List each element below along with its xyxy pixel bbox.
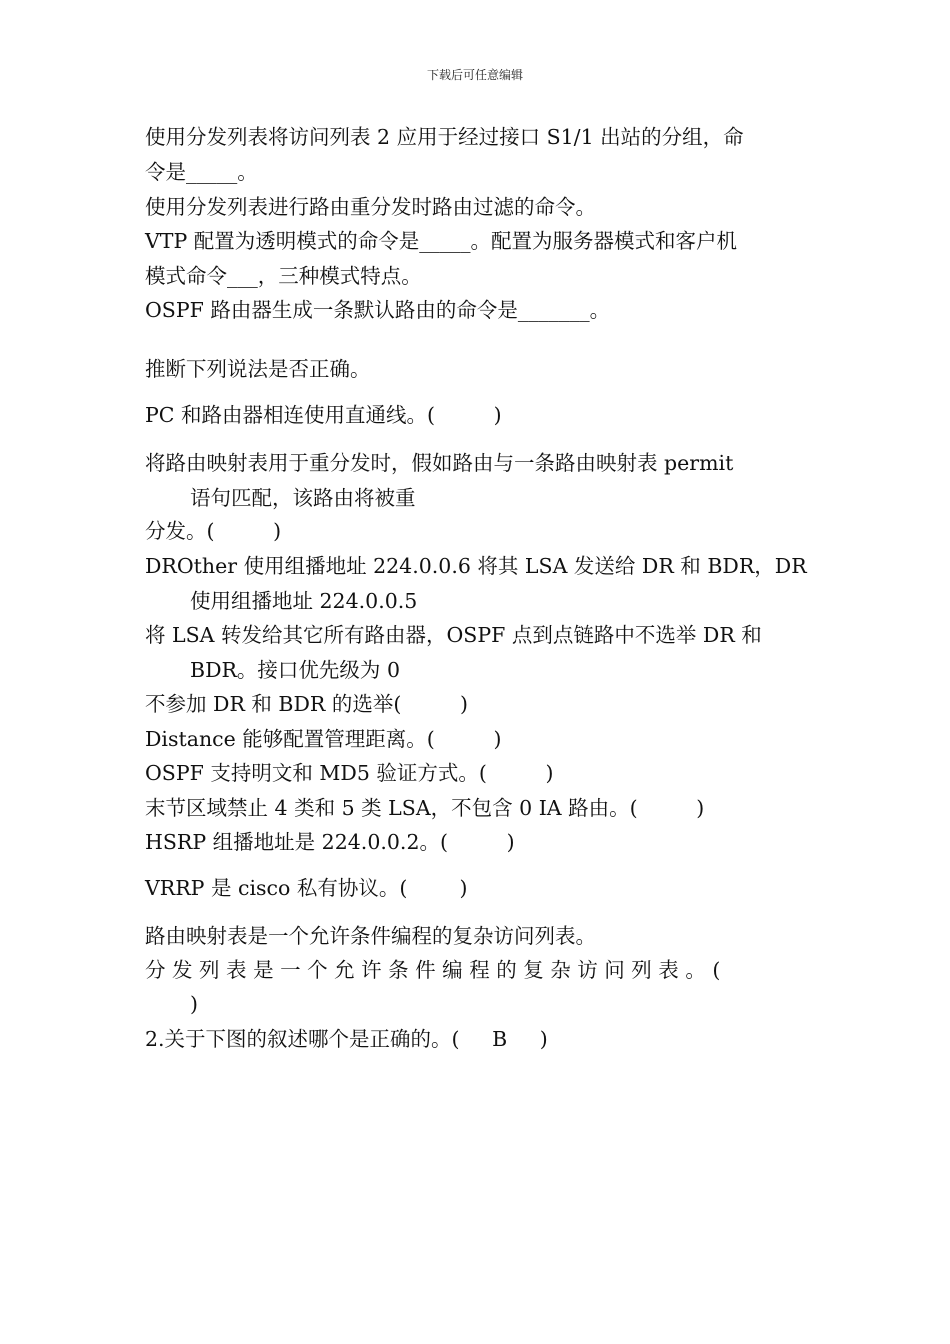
text-line: ) bbox=[190, 992, 198, 1016]
text-line: OSPF 支持明文和 MD5 验证方式。( ) bbox=[145, 761, 554, 785]
text-line: VRRP 是 cisco 私有协议。( ) bbox=[145, 876, 468, 900]
text-line: 末节区域禁止 4 类和 5 类 LSA，不包含 0 IA 路由。( ) bbox=[145, 796, 705, 820]
text-line: 令是_____。 bbox=[145, 160, 258, 184]
text-line: 使用组播地址 224.0.0.5 bbox=[190, 589, 418, 613]
page-header: 下载后可任意编辑 bbox=[426, 68, 523, 82]
text-line: VTP 配置为透明模式的命令是_____。配置为服务器模式和客户机 bbox=[145, 229, 738, 253]
text-line: HSRP 组播地址是 224.0.0.2。( ) bbox=[145, 830, 515, 854]
text-line: 使用分发列表进行路由重分发时路由过滤的命令。 bbox=[145, 195, 596, 219]
text-line: 将路由映射表用于重分发时，假如路由与一条路由映射表 permit bbox=[145, 451, 734, 475]
text-line: PC 和路由器相连使用直通线。( ) bbox=[145, 403, 502, 427]
text-line: 模式命令___，三种模式特点。 bbox=[145, 264, 422, 288]
text-line: 将 LSA 转发给其它所有路由器，OSPF 点到点链路中不选举 DR 和 bbox=[145, 623, 762, 647]
text-line: 路由映射表是一个允许条件编程的复杂访问列表。 bbox=[145, 924, 596, 948]
text-line: DROther 使用组播地址 224.0.0.6 将其 LSA 发送给 DR 和 BDR，DR bbox=[145, 554, 807, 578]
text-line: BDR。接口优先级为 0 bbox=[190, 658, 400, 682]
text-line: Distance 能够配置管理距离。( ) bbox=[145, 727, 502, 751]
text-line: 不参加 DR 和 BDR 的选举( ) bbox=[145, 692, 469, 716]
section-heading: 推断下列说法是否正确。 bbox=[145, 357, 371, 381]
text-line: 使用分发列表将访问列表 2 应用于经过接口 S1/1 出站的分组，命 bbox=[145, 125, 744, 149]
question-line: 2.关于下图的叙述哪个是正确的。( B ) bbox=[145, 1027, 548, 1051]
text-line: OSPF 路由器生成一条默认路由的命令是_______。 bbox=[145, 298, 611, 322]
text-line: 分发。( ) bbox=[145, 519, 282, 543]
text-line: 语句匹配，该路由将被重 bbox=[190, 486, 416, 510]
text-line: 分 发 列 表 是 一 个 允 许 条 件 编 程 的 复 杂 访 问 列 表 。 ( bbox=[145, 958, 721, 982]
